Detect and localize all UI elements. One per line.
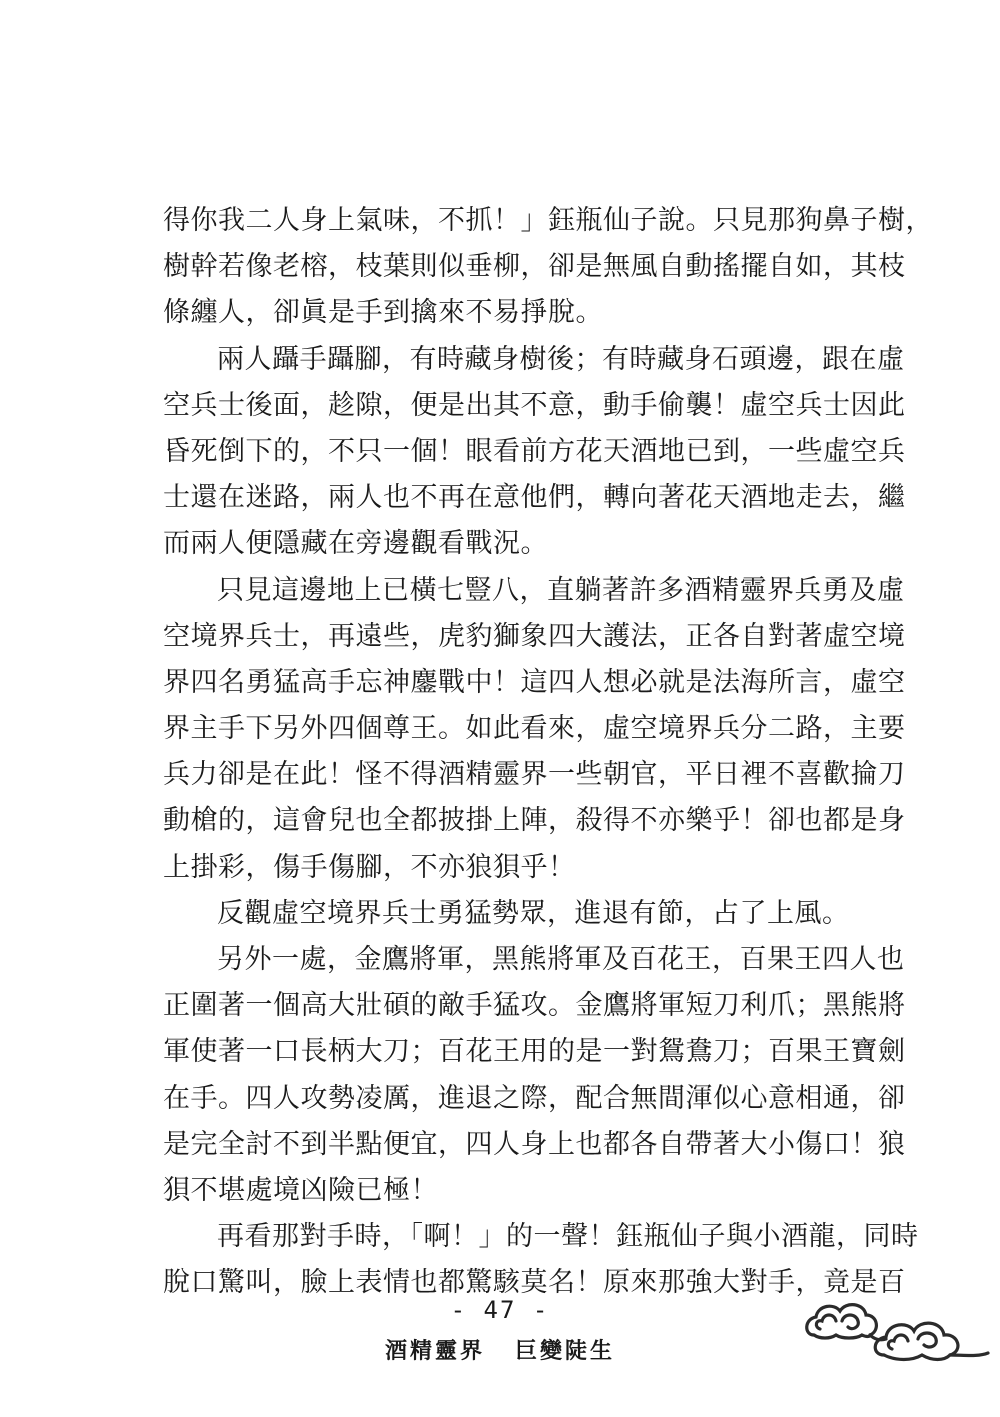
text-line: 在手。四人攻勢凌厲，進退之際，配合無間渾似心意相通，卻 (163, 1082, 906, 1114)
text-line: 上掛彩，傷手傷腳，不亦狼狽乎！ (163, 851, 576, 883)
text-line: 樹幹若像老榕，枝葉則似垂柳，卻是無風自動搖擺自如，其枝 (163, 251, 906, 283)
text-line: 空兵士後面，趁隙，便是出其不意，動手偷襲！虛空兵士因此 (163, 389, 906, 421)
text-line: 軍使著一口長柄大刀；百花王用的是一對鴛鴦刀；百果王寶劍 (163, 1036, 906, 1068)
paragraph-start-line: 只見這邊地上已橫七豎八，直躺著許多酒精靈界兵勇及虛 (217, 574, 905, 606)
paragraph-start-line: 再看那對手時，「啊！」的一聲！鈺瓶仙子與小酒龍，同時 (217, 1221, 919, 1253)
text-line: 界四名勇猛高手忘神鏖戰中！這四人想必就是法海所言，虛空 (163, 666, 906, 698)
text-line: 昏死倒下的，不只一個！眼看前方花天酒地已到，一些虛空兵 (163, 435, 906, 467)
page-number: - 47 - (450, 1296, 550, 1324)
text-line: 狽不堪處境凶險已極！ (163, 1174, 438, 1206)
text-line: 是完全討不到半點便宜，四人身上也都各自帶著大小傷口！狼 (163, 1128, 906, 1160)
text-line: 正圍著一個高大壯碩的敵手猛攻。金鷹將軍短刀利爪；黑熊將 (163, 990, 906, 1022)
paragraph-start-line: 兩人躡手躡腳，有時藏身樹後；有時藏身石頭邊，跟在虛 (217, 343, 905, 375)
page-body (163, 198, 933, 1307)
paragraph-start-line: 反觀虛空境界兵士勇猛勢眾，進退有節，占了上風。 (217, 897, 850, 929)
book-title-part2: 巨變陡生 (515, 1338, 616, 1364)
paragraph-start-line: 另外一處，金鷹將軍，黑熊將軍及百花王，百果王四人也 (217, 944, 905, 975)
text-line: 脫口驚叫，臉上表情也都驚駭莫名！原來那強大對手，竟是百 (163, 1267, 906, 1299)
text-line: 兵力卻是在此！怪不得酒精靈界一些朝官，平日裡不喜歡掄刀 (163, 759, 906, 791)
text-line: 得你我二人身上氣味，不抓！」鈺瓶仙子說。只見那狗鼻子樹， (163, 205, 933, 236)
text-line: 空境界兵士，再遠些，虎豹獅象四大護法，正各自對著虛空境 (163, 620, 906, 652)
text-line: 動槍的，這會兒也全都披掛上陣，殺得不亦樂乎！卻也都是身 (163, 805, 906, 837)
text-line: 界主手下另外四個尊王。如此看來，虛空境界兵分二路，主要 (163, 713, 906, 745)
text-line: 條纏人，卻眞是手到擒來不易掙脫。 (163, 297, 603, 329)
book-title-part1: 酒精靈界 (384, 1338, 485, 1364)
text-line: 而兩人便隱藏在旁邊觀看戰況。 (163, 528, 548, 560)
text-line: 士還在迷路，兩人也不再在意他們，轉向著花天酒地走去，繼 (163, 482, 906, 514)
cloud-ornament-icon (800, 1295, 992, 1375)
